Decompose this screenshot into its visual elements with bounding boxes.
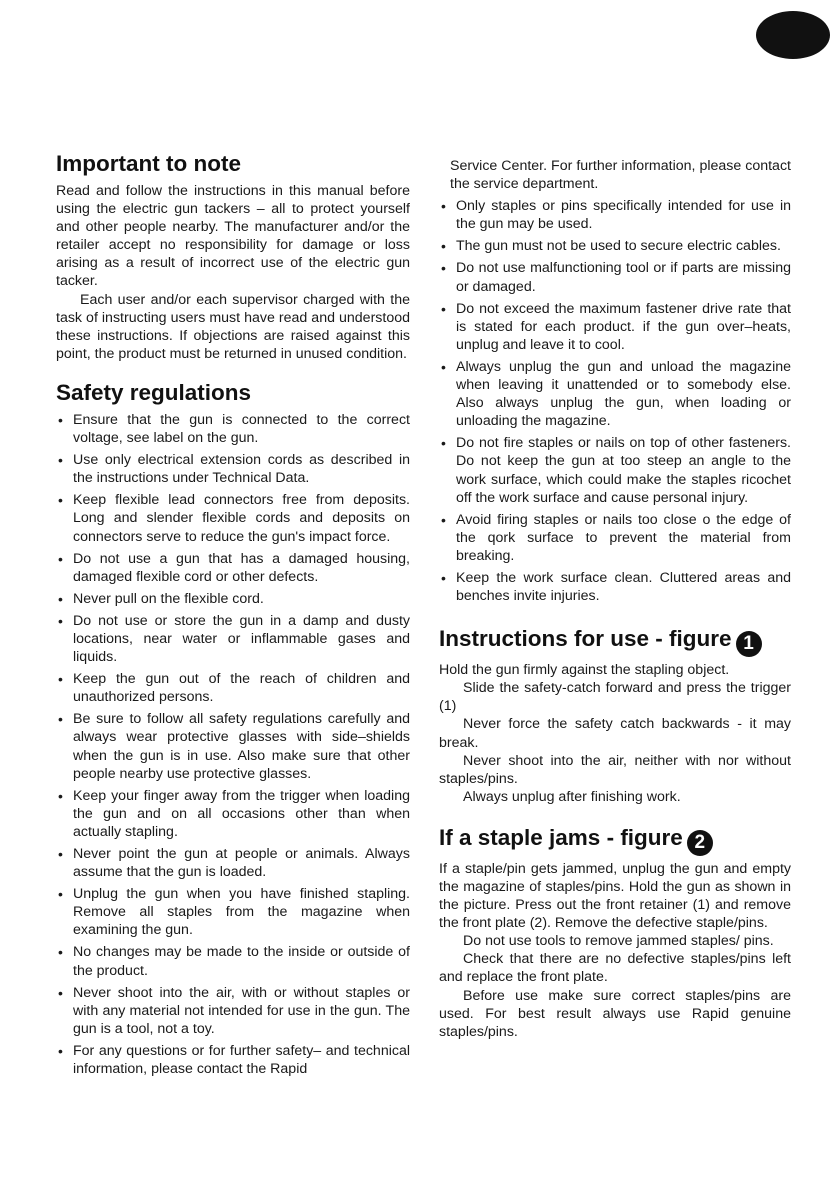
bullet-icon: •: [441, 569, 446, 586]
figure-2-badge: 2: [687, 830, 713, 856]
bullet-icon: •: [441, 238, 446, 255]
safety-continuation: Service Center. For further information, please contact the service department.: [450, 158, 791, 193]
safety-item: • Be sure to follow all safety regulations carefully and always wear protective glasses with side–shields when the gun is in use. Also make sure that other people nearby use protective glasses.: [58, 711, 410, 782]
jams-heading: If a staple jams - figure 2: [439, 824, 791, 856]
instructions-paragraph-5: Always unplug after finishing work.: [463, 788, 681, 805]
bullet-icon: •: [441, 300, 446, 317]
instructions-paragraph-2: Slide the safety-catch forward and press the trigger (1): [439, 680, 791, 715]
safety-item: • Only staples or pins specifically intended for use in the gun may be used.: [441, 198, 791, 233]
bullet-icon: •: [441, 358, 446, 375]
bullet-icon: •: [58, 787, 63, 804]
bullet-icon: •: [58, 846, 63, 862]
safety-item: • Keep flexible lead connectors free from deposits. Long and slender flexible cords and deposits on connectors serve to reduce the gun's impact force.: [58, 492, 410, 545]
important-paragraph-2: Each user and/or each supervisor charged with the task of instructing users must have read and understood these instructions. If objections are raised against this point, the product must be returned in unused condition.: [56, 291, 410, 362]
section-tab-marker: [756, 11, 830, 59]
bullet-icon: •: [58, 886, 63, 903]
bullet-icon: •: [441, 435, 446, 452]
important-heading: Important to note: [56, 151, 241, 176]
safety-item: • Keep your finger away from the trigger when loading the gun and on all occasions other than when actually stapling.: [58, 787, 410, 840]
jams-paragraph-4: Before use make sure correct staples/pins are used. For best result always use Rapid genuine staples/pins.: [439, 987, 791, 1040]
bullet-icon: •: [58, 944, 63, 961]
bullet-icon: •: [58, 711, 63, 728]
jams-paragraph-3: Check that there are no defective staples/pins left and replace the front plate.: [439, 951, 791, 986]
jams-paragraph-2: Do not use tools to remove jammed staples/ pins.: [463, 933, 774, 950]
bullet-icon: •: [58, 1042, 63, 1059]
safety-item: • Keep the gun out of the reach of children and unauthorized persons.: [58, 671, 410, 706]
bullet-icon: •: [58, 550, 63, 567]
instructions-heading: Instructions for use - figure 1: [439, 625, 791, 657]
instructions-paragraph-1: Hold the gun firmly against the stapling object.: [439, 662, 730, 679]
safety-item: • The gun must not be used to secure electric cables.: [441, 238, 781, 255]
left-column: [56, 150, 410, 1082]
bullet-icon: •: [58, 612, 63, 629]
bullet-icon: •: [58, 411, 63, 428]
figure-1-badge: 1: [736, 631, 762, 657]
bullet-icon: •: [58, 671, 63, 688]
bullet-icon: •: [58, 492, 63, 509]
safety-item: • Do not fire staples or nails on top of other fasteners. Do not keep the gun at too steep an angle to the work surface, which could make the staples ricochet off the work surface and cause personal injury.: [441, 435, 791, 506]
bullet-icon: •: [441, 511, 446, 528]
safety-list: [56, 411, 410, 1078]
safety-item: • No changes may be made to the inside or outside of the product.: [58, 944, 410, 979]
bullet-icon: •: [58, 452, 63, 469]
bullet-icon: •: [441, 198, 446, 215]
safety-heading: Safety regulations: [56, 379, 252, 405]
safety-item: • Ensure that the gun is connected to the correct voltage, see label on the gun.: [58, 411, 410, 447]
jams-paragraph-1: If a staple/pin gets jammed, unplug the gun and empty the magazine of staples/pins. Hold the gun as shown in the picture. Press out the front retainer (1) and remove the front plate (2). Remove the defective staple/pins.: [439, 860, 791, 932]
instructions-paragraph-3: Never force the safety catch backwards - it may break.: [439, 716, 791, 751]
safety-item: • Unplug the gun when you have finished stapling. Remove all staples from the magazine when examining the gun.: [58, 886, 410, 939]
safety-item: • Use only electrical extension cords as described in the instructions under Technical Data.: [58, 452, 410, 487]
safety-item: • Do not use or store the gun in a damp and dusty locations, near water or inflammable gases and liquids.: [58, 612, 410, 666]
safety-item: • For any questions or for further safety– and technical information, please contact the Rapid: [58, 1042, 410, 1078]
safety-item: • Do not use malfunctioning tool or if parts are missing or damaged.: [441, 260, 791, 295]
safety-item: • Never shoot into the air, with or without staples or with any material not intended for use in the gun. The gun is a tool, not a toy.: [58, 984, 410, 1037]
bullet-icon: •: [441, 260, 446, 277]
safety-item: • Do not exceed the maximum fastener drive rate that is stated for each product. if the gun over–heats, unplug and leave it to cool.: [441, 300, 791, 353]
safety-item: • Do not use a gun that has a damaged housing, damaged flexible cord or other defects.: [58, 550, 410, 585]
bullet-icon: •: [58, 590, 63, 607]
safety-list-continued: [439, 197, 791, 605]
safety-item: • Never pull on the flexible cord.: [58, 590, 264, 607]
safety-item: • Keep the work surface clean. Cluttered areas and benches invite injuries.: [441, 569, 791, 605]
safety-item: • Never point the gun at people or animals. Always assume that the gun is loaded.: [58, 846, 410, 881]
important-paragraph-1: Read and follow the instructions in this manual before using the electric gun tackers – all to protect yourself and other people nearby. The manufacturer and/or the retailer accept no responsibility for damage or loss arising as a result of incorrect use of the electric gun tacker.: [56, 183, 410, 290]
safety-item: • Always unplug the gun and unload the magazine when leaving it unattended or to somebody else. Also always unplug the gun, when loading or unloading the magazine.: [441, 358, 791, 430]
safety-item: • Avoid firing staples or nails too close o the edge of the qork surface to prevent the material from breaking.: [441, 511, 791, 564]
instructions-paragraph-4: Never shoot into the air, neither with nor without staples/pins.: [439, 752, 791, 787]
bullet-icon: •: [58, 984, 63, 1001]
right-column: [439, 157, 791, 1041]
